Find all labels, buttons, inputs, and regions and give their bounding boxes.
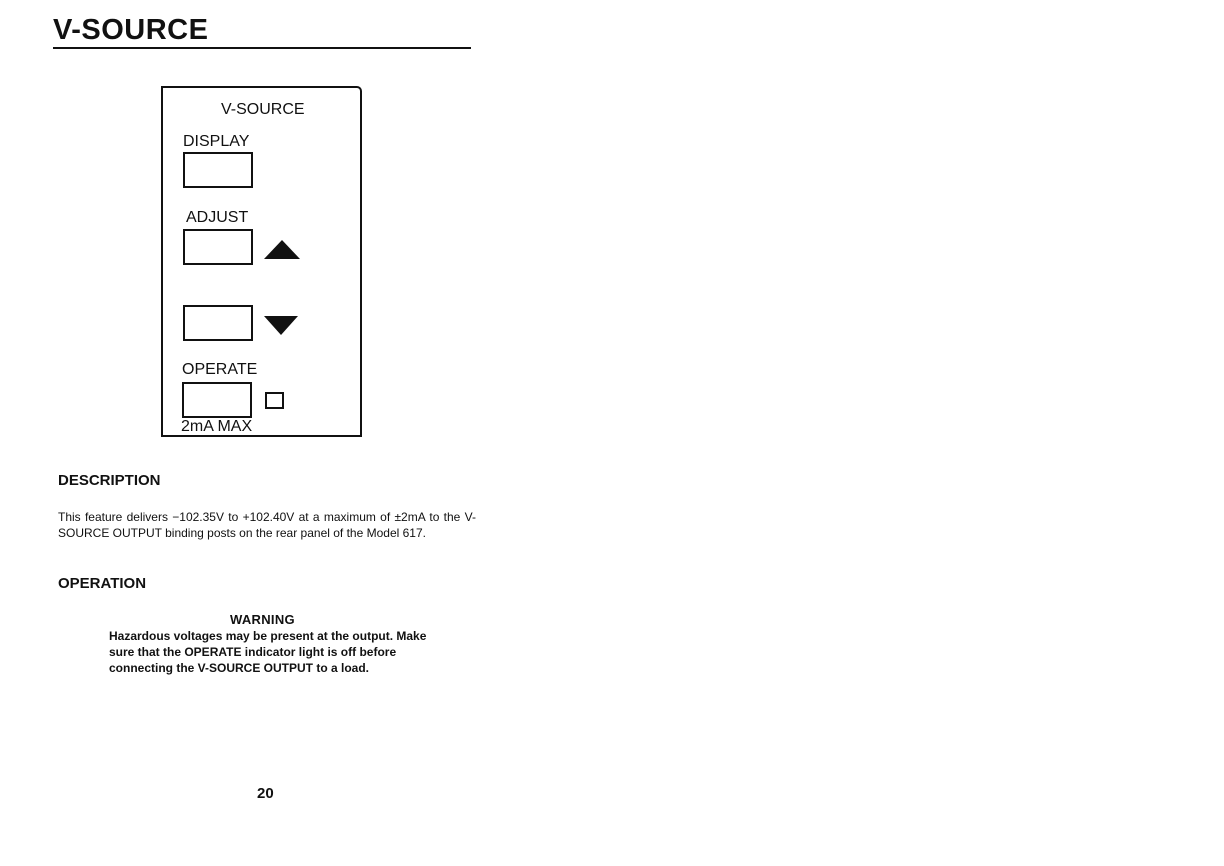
description-text: This feature delivers −102.35V to +102.40V at a maximum of ±2mA to the V-SOURCE OUTPUT binding posts on the rear panel of the Model 617. — [58, 510, 476, 540]
panel-title: V-SOURCE — [221, 101, 305, 118]
operate-button[interactable] — [182, 382, 252, 418]
warning-title: WARNING — [230, 612, 295, 627]
adjust-down-button[interactable] — [183, 305, 253, 341]
operate-indicator-icon — [265, 392, 284, 409]
max-current-label: 2mA MAX — [181, 418, 253, 435]
page-number: 20 — [257, 785, 274, 802]
operate-label: OPERATE — [182, 361, 258, 378]
title-underline — [53, 47, 471, 49]
display-button[interactable] — [183, 152, 253, 188]
page-title: V-SOURCE — [53, 14, 209, 46]
warning-text: Hazardous voltages may be present at the output. Make sure that the OPERATE indicator light is off before connecting the V-SOURCE OUTPUT to a load. — [109, 629, 427, 675]
down-arrow-icon — [264, 316, 298, 335]
operation-heading: OPERATION — [58, 575, 147, 592]
adjust-up-button[interactable] — [183, 229, 253, 265]
up-arrow-icon — [264, 240, 300, 259]
display-label: DISPLAY — [183, 133, 250, 150]
adjust-label: ADJUST — [186, 209, 249, 226]
description-heading: DESCRIPTION — [58, 472, 161, 489]
